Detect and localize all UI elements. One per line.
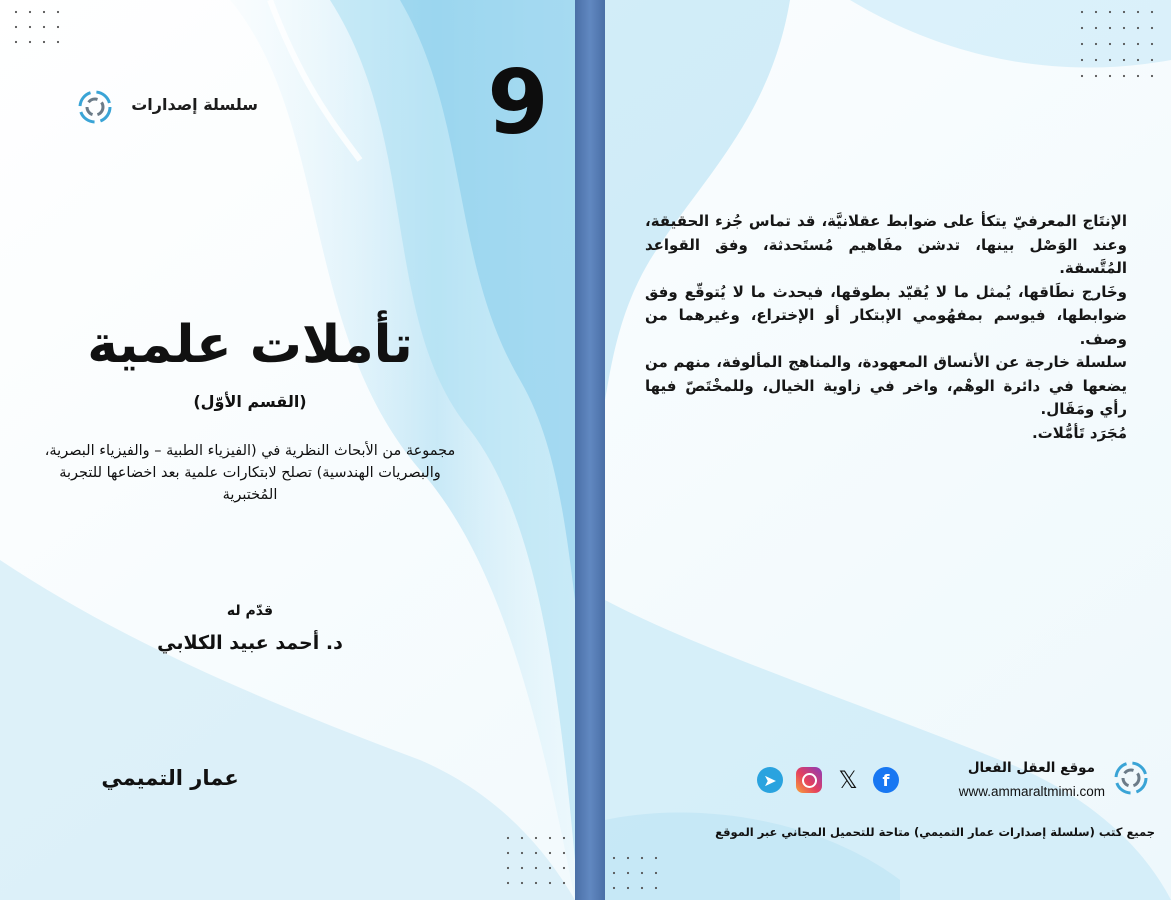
back-paragraph: الإنتَاج المعرفيّ يتكأ على ضوابط عقلانيَّة، قد تماس جُزء الحقيقة، وعند الوَصْل بينها، تدشن مفَاهيم مُستَحدثة، وفق القواعد المُتَّسقة. [645,212,1127,277]
series-label: سلسلة إصدارات [131,95,258,114]
instagram-icon[interactable] [796,767,822,793]
book-spine [575,0,605,900]
telegram-icon[interactable]: ➤ [757,767,783,793]
book-title: تأملات علمية [87,315,413,375]
website-name: موقع العقل الفعال [967,760,1095,776]
book-part-label: (القسم الأوّل) [193,392,307,411]
back-paragraph: مُجَرَد تَأمُّلات. [1031,423,1127,442]
introduction-label: قدّم له [226,603,274,619]
volume-number: 9 [487,51,549,154]
footer-note: جميع كتب (سلسلة إصدارات عمار التميمي) متاحة للتحميل المجاني عبر الموقع [715,825,1155,839]
website-url[interactable]: www.ammaraltmimi.com [958,784,1105,799]
book-description: مجموعة من الأبحاث النظرية في (الفيزياء الطبية – والفيزياء البصرية، والبصريات الهندسية) تصلح لابتكارات علمية بعد اخضاعها للتجربة المُختبرية [44,443,456,503]
author-name: عمار التميمي [101,766,239,790]
x-icon[interactable]: 𝕏 [838,766,858,794]
back-paragraph: وخَارج نطَاقها، يُمثل ما لا يُقيّد بطوقها، فيحدث ما لا يُتوقّع وفق ضوابطها، فيوسم بمفهُومي الإبتكار أو الإختراع، وغيرهما من وصف. [645,282,1127,348]
back-paragraph: سلسلة خارجة عن الأنساق المعهودة، والمناهج المألوفة، منهم من يضعها في دائرة الوهْم، واخر في زاوية الخيال، وللمخْتَصّ فيها رأي ومَقَال. [645,353,1127,418]
back-cover-text [645,210,1127,445]
facebook-icon[interactable]: f [873,767,899,793]
introduction-author: د. أحمد عبيد الكلابي [157,632,343,654]
